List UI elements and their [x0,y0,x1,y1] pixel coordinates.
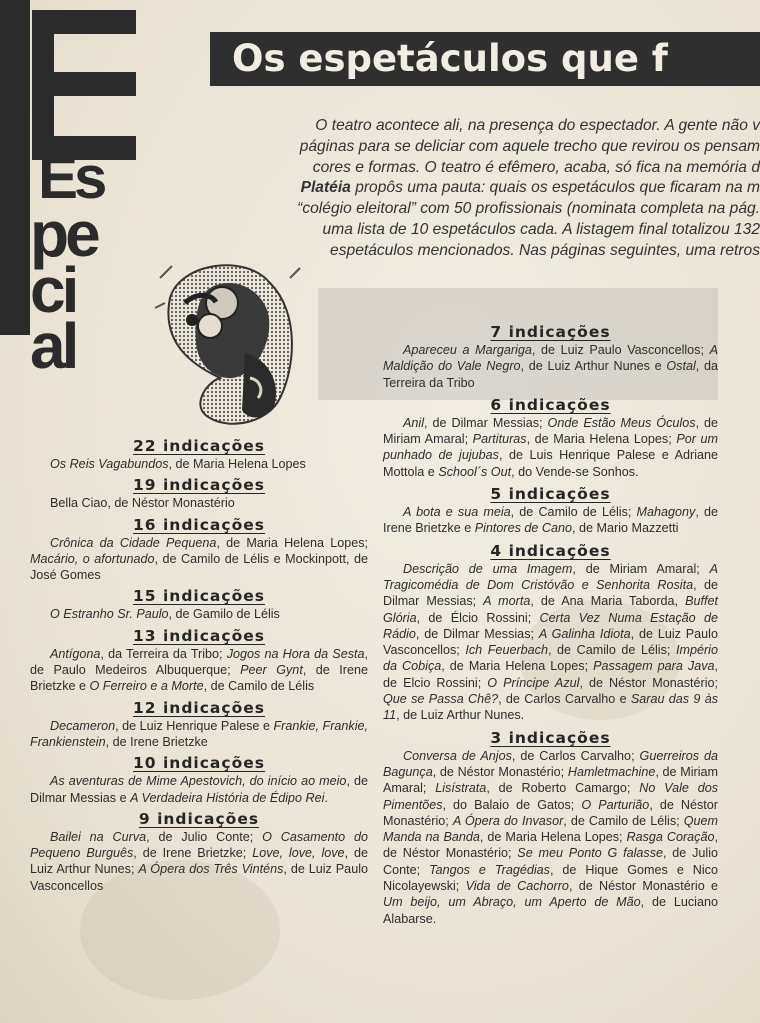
show-title: A morta [483,594,531,609]
section-heading: 19 indicações [133,476,265,495]
show-title: Sarau das 9 às 11 [383,692,718,723]
credit-text: , de Julio Conte; [383,846,718,877]
credit-text: , de Néstor Monastério; [432,764,568,779]
intro-bold-word: Platéia [300,179,351,197]
credit-text: , de Luiz Arthur Nunes. [396,708,525,723]
show-title: Por um punhado de jujubas [383,432,719,463]
credit-text: , de Néstor Monastério e [568,879,719,894]
show-title: A Galinha Idiota [538,626,631,641]
section-heading: 5 indicações [490,485,611,504]
section-entries [383,504,718,537]
credit-text: , de Dilmar Messias e [30,774,368,805]
credit-text: , de Miriam Amaral; [383,415,718,447]
show-title: Conversa de Anjos [403,748,512,763]
credit-text: , de Camilo de Lélis; [547,643,676,658]
theatre-mask-illustration [150,258,302,430]
credit-text: , de Maria Helena Lopes; [216,535,369,550]
show-title: O Casamento do Pequeno Burguês [30,829,368,861]
show-title: O Príncipe Azul [487,675,580,690]
show-title: A Verdadeira História de Édipo Rei [130,790,325,805]
show-title: Vida de Cachorro [465,879,569,894]
show-title: Anil [403,415,424,430]
credit-text: , de Luis Henrique Palese e Adriane Mottola e [383,448,719,479]
show-title: Um beijo, um Abraço, um Aperto de Mão [383,895,641,910]
show-title: Passagem para Java [593,659,715,674]
show-title: Lisístrata [435,781,487,796]
theatre-mask-icon [150,258,302,430]
credit-text: , de Luciano Alabarse. [383,895,718,926]
show-title: Certa Vez Numa Estação de Rádio [383,610,718,641]
credit-text: , de Luiz Arthur Nunes e [520,359,667,374]
section-entries [383,415,718,480]
section-entries [30,495,368,511]
show-title: School´s Out [438,464,512,479]
nomination-section [30,436,368,472]
credit-text: , de Dilmar Messias; [424,415,548,430]
credit-text: , de Dilmar Messias; [415,626,539,641]
section-heading: 9 indicações [138,809,260,828]
credit-text: , de Miriam Amaral; [383,764,718,796]
logo-letter-e [32,10,136,165]
intro-text: “colégio eleitoral” com 50 profissionais (nominata completa na pág. [297,200,760,218]
show-title: O Parturião [581,797,650,812]
credit-text: Bella Ciao [50,496,108,511]
section-heading: 15 indicações [133,587,265,606]
show-title: Guerreiros da Bagunça [383,748,718,779]
section-entries [30,718,368,751]
show-title: Partituras [472,432,527,447]
logo-letters-4: al [30,310,76,382]
show-title: Decameron [50,718,116,733]
credit-text: , de Luiz Henrique Palese e [115,718,274,733]
nomination-section [30,753,368,806]
logo-letters-1: Es [38,144,104,211]
show-title: Bailei na Curva [50,829,147,844]
section-entries [30,773,368,806]
intro-line [200,199,760,220]
show-title: A Tragicomédia de Dom Cristóvão e Senhorita Rosita [383,561,718,592]
credit-text: , do Vende-se Sonhos. [511,464,639,479]
show-title: Quem Manda na Banda [383,813,718,845]
section-entries [383,748,718,927]
show-title: A bota e sua meia [403,505,511,520]
especial-logo [0,0,148,420]
page-headline: Os espetáculos que f [210,32,760,86]
credit-text: , de Gamilo de Lélis [168,607,280,622]
show-title: Ich Feuerbach [465,643,548,658]
credit-text: , de Carlos Carvalho e [498,692,631,707]
logo-letters-3: ci [30,254,76,326]
show-title: Peer Gynt [240,663,303,678]
nomination-section [383,322,718,391]
credit-text: . [324,790,328,805]
credit-text: , de Miriam Amaral; [572,561,710,576]
right-column [383,322,718,931]
show-title: Antígona [50,646,101,661]
credit-text: , de Luiz Paulo Vasconcellos; [383,626,718,658]
show-title: Os Reis Vagabundos [50,457,169,471]
credit-text: , de Julio Conte; [146,829,263,844]
show-title: Love, love, love [252,846,345,861]
credit-text: , de Irene Brietzke [105,734,208,749]
show-title: A Maldição do Vale Negro [383,343,718,374]
section-entries [30,829,368,894]
intro-text: propôs uma pauta: quais os espetáculos que ficaram na m [350,179,760,197]
show-title: Ostal [666,359,696,374]
credit-text: , de Néstor Monastério; [383,797,718,828]
nomination-section [30,475,368,511]
credit-text: , de Paulo Medeiros Albuquerque; [30,646,368,678]
show-title: Mahagony [636,505,696,520]
left-column [30,436,368,897]
credit-text: , de Maria Helena Lopes; [526,432,677,447]
section-heading: 12 indicações [133,698,265,717]
nomination-section [30,626,368,695]
show-title: A Ópera dos Três Vinténs [138,862,284,877]
credit-text: , de Irene Brietzke e [383,505,718,536]
credit-text: , de Camilo de Lélis e Mockinpott, de José Gomes [30,551,368,583]
show-title: A Ópera do Invasor [452,813,564,828]
show-title: Rasga Coração [626,830,715,845]
credit-text: , de Maria Helena Lopes; [479,830,627,845]
credit-text: , de Néstor Monastério; [383,830,718,861]
show-title: Que se Passa Chê? [383,692,499,707]
credit-text: , da Terreira da Tribo; [100,646,227,661]
credit-text: , de Ana Maria Taborda, [530,594,686,609]
intro-text: uma lista de 10 espetáculos cada. A listagem final totalizou 132 [322,220,760,238]
nomination-section [30,515,368,584]
intro-text: cores e formas. O teatro é efêmero, acaba, só fica na memória d [312,158,760,176]
intro-text: páginas para se deliciar com aquele trecho que revirou os pensam [299,137,760,155]
show-title: Macário, o afortunado [30,551,155,566]
credit-text: , de Luiz Paulo Vasconcellos; [531,343,710,357]
show-title: Hamletmachine [567,764,656,779]
intro-paragraph [200,116,760,262]
show-title: Apareceu a Margariga [403,343,532,357]
show-title: Descrição de uma Imagem [403,561,573,576]
credit-text: , da Terreira da Tribo [383,359,718,390]
credit-text: , de Dilmar Messias; [383,577,718,609]
section-entries [30,606,368,622]
show-title: As aventuras de Mime Apestovich, do início ao meio [50,774,347,789]
nomination-section [383,484,718,537]
section-entries [30,535,368,584]
show-title: Império da Cobiça [383,643,718,674]
show-title: Pintores de Cano [474,521,573,536]
credit-text: , de Mario Mazzetti [572,521,679,536]
credit-text: , de Irene Brietzke; [133,846,253,861]
credit-text: , do Balaio de Gatos; [442,797,582,812]
show-title: O Ferreiro e a Morte [89,679,204,694]
intro-text: O teatro acontece ali, na presença do espectador. A gente não v [315,117,760,134]
section-heading: 7 indicações [490,323,611,341]
intro-line [200,220,760,241]
credit-text: , de Elcio Rossini; [383,659,718,690]
credit-text: , de Luiz Arthur Nunes; [30,846,368,877]
intro-text: espetáculos mencionados. Nas páginas seguintes, uma retros [330,241,760,259]
show-title: Buffet Glória [383,594,718,625]
show-title: No Vale dos Pimentões [383,781,719,812]
credit-text: , de Néstor Monastério [107,496,235,511]
show-title: Tangos e Tragédias [429,862,550,877]
section-heading: 22 indicações [133,437,265,455]
show-title: Crônica da Cidade Pequena [50,535,217,550]
credit-text: , de Élcio Rossini; [416,610,540,625]
nomination-section [383,395,718,480]
credit-text: , de Camilo de Lélis [203,679,315,694]
show-title: Se meu Ponto G falasse [517,846,663,861]
section-heading: 10 indicações [133,754,265,773]
nomination-section [383,728,718,927]
logo-letters [30,144,148,382]
section-heading: 16 indicações [133,515,265,534]
credit-text: , de Carlos Carvalho; [511,748,640,763]
intro-line [200,178,760,199]
intro-line [200,116,760,137]
credit-text: , de Irene Brietzke e [30,663,368,694]
section-entries [30,456,368,472]
section-heading: 4 indicações [490,541,611,560]
credit-text: , de Roberto Camargo; [486,781,640,796]
intro-line [200,158,760,179]
credit-text: , de Camilo de Lélis; [563,813,684,828]
credit-text: , de Maria Helena Lopes; [441,659,594,674]
section-entries [383,561,718,724]
section-heading: 13 indicações [133,626,265,645]
credit-text: , de Hique Gomes e Nico Nicolayewski; [383,862,718,894]
logo-letters-2: pe [30,198,97,270]
nomination-section [383,541,718,724]
credit-text: , de Maria Helena Lopes [168,457,306,471]
section-entries [383,342,718,391]
nomination-section [30,809,368,894]
intro-line [200,137,760,158]
section-entries [30,646,368,695]
show-title: Onde Estão Meus Óculos [547,415,696,430]
nomination-section [30,586,368,622]
section-heading: 3 indicações [490,728,611,747]
show-title: Jogos na Hora da Sesta [226,646,365,661]
nomination-section [30,698,368,751]
credit-text: , de Camilo de Lélis; [510,505,637,520]
section-heading: 6 indicações [490,395,611,414]
show-title: Frankie, Frankie, Frankienstein [30,718,368,749]
credit-text: , de Néstor Monastério; [579,675,719,690]
show-title: O Estranho Sr. Paulo [50,607,169,622]
credit-text: , de Luiz Paulo Vasconcellos [30,862,368,893]
logo-bar [0,0,30,335]
